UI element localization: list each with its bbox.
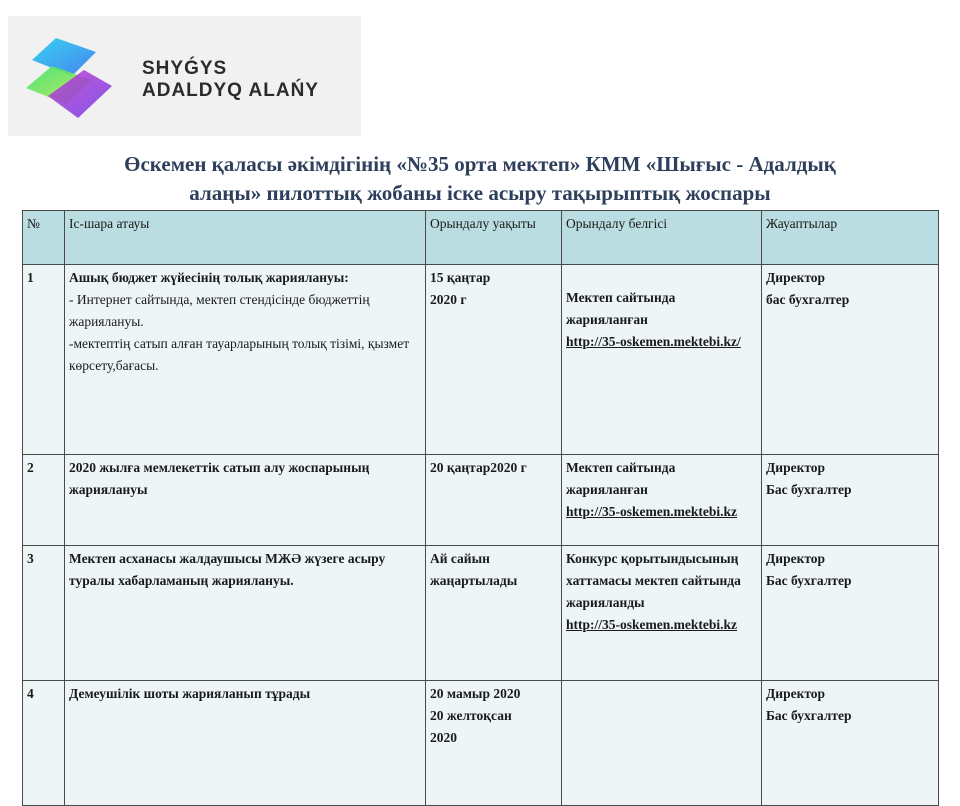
time-line: 20 қаңтар2020 г xyxy=(430,460,527,475)
plan-table xyxy=(22,210,939,806)
cell-event xyxy=(65,546,426,681)
resp-line: Бас бухгалтер xyxy=(766,573,852,588)
event-line: 2020 жылға мемлекеттік сатып алу жоспарының жариялануы xyxy=(69,460,370,497)
cell-mark xyxy=(562,265,762,455)
mark-link[interactable]: http://35-oskemen.mektebi.kz/ xyxy=(566,334,741,349)
time-line: 2020 xyxy=(430,730,457,745)
table-row xyxy=(23,546,939,681)
cell-num: 2 xyxy=(23,455,65,546)
resp-line: бас бухгалтер xyxy=(766,292,850,307)
resp-line: Бас бухгалтер xyxy=(766,708,852,723)
time-line: 20 желтоқсан xyxy=(430,708,512,723)
cell-time xyxy=(426,455,562,546)
header-time: Орындалу уақыты xyxy=(426,211,562,265)
cell-event xyxy=(65,265,426,455)
time-line: 2020 г xyxy=(430,292,467,307)
cell-time xyxy=(426,681,562,806)
mark-line: Конкурс қорытындысының хаттамасы мектеп сайтында жарияланды xyxy=(566,551,741,610)
cell-event xyxy=(65,681,426,806)
logo-line-1: SHYǴYS xyxy=(142,58,228,79)
mark-link[interactable]: http://35-oskemen.mektebi.kz xyxy=(566,617,737,632)
time-line: Ай сайын жаңартылады xyxy=(430,551,518,588)
resp-line: Директор xyxy=(766,686,826,701)
header-resp: Жауаптылар xyxy=(762,211,939,265)
mark-line: Мектеп сайтында жарияланған xyxy=(566,290,676,327)
header-mark: Орындалу белгісі xyxy=(562,211,762,265)
table-row xyxy=(23,455,939,546)
cell-resp xyxy=(762,546,939,681)
resp-line: Директор xyxy=(766,270,826,285)
event-line: Демеушілік шоты жарияланып тұрады xyxy=(69,686,311,701)
page-title xyxy=(20,150,940,208)
cell-mark xyxy=(562,455,762,546)
cell-resp xyxy=(762,265,939,455)
resp-line: Бас бухгалтер xyxy=(766,482,852,497)
logo-mark-icon xyxy=(22,30,118,126)
event-line: -мектептің сатып алған тауарларының толық тізімі, қызмет көрсету,бағасы. xyxy=(69,336,410,373)
time-line: 15 қаңтар xyxy=(430,270,491,285)
title-line-1: Өскемен қаласы әкімдігінің «№35 орта мектеп» КММ «Шығыс - Адалдық xyxy=(124,152,836,176)
mark-line: Мектеп сайтында жарияланған xyxy=(566,460,676,497)
cell-mark xyxy=(562,546,762,681)
cell-time xyxy=(426,546,562,681)
header-num: № xyxy=(23,211,65,265)
logo-text xyxy=(142,58,319,102)
time-line: 20 мамыр 2020 xyxy=(430,686,521,701)
cell-resp xyxy=(762,455,939,546)
cell-num: 3 xyxy=(23,546,65,681)
table-row xyxy=(23,681,939,806)
cell-num: 4 xyxy=(23,681,65,806)
table-row xyxy=(23,265,939,455)
table-header-row xyxy=(23,211,939,265)
event-line: Мектеп асханасы жалдаушысы МЖӘ жүзеге асыру туралы хабарламаның жариялануы. xyxy=(69,551,386,588)
resp-line: Директор xyxy=(766,460,826,475)
logo xyxy=(8,16,361,136)
mark-link[interactable]: http://35-oskemen.mektebi.kz xyxy=(566,504,737,519)
logo-line-2: ADALDYQ ALAŃY xyxy=(142,80,319,101)
cell-resp xyxy=(762,681,939,806)
event-line: - Интернет сайтында, мектеп стендісінде бюджеттің жариялануы. xyxy=(69,292,370,329)
cell-mark xyxy=(562,681,762,806)
cell-num: 1 xyxy=(23,265,65,455)
header-event: Іс-шара атауы xyxy=(65,211,426,265)
title-line-2: алаңы» пилоттық жобаны іске асыру тақырыптық жоспары xyxy=(189,181,771,205)
event-line: Ашық бюджет жүйесінің толық жариялануы: xyxy=(69,270,349,285)
resp-line: Директор xyxy=(766,551,826,566)
cell-event xyxy=(65,455,426,546)
cell-time xyxy=(426,265,562,455)
